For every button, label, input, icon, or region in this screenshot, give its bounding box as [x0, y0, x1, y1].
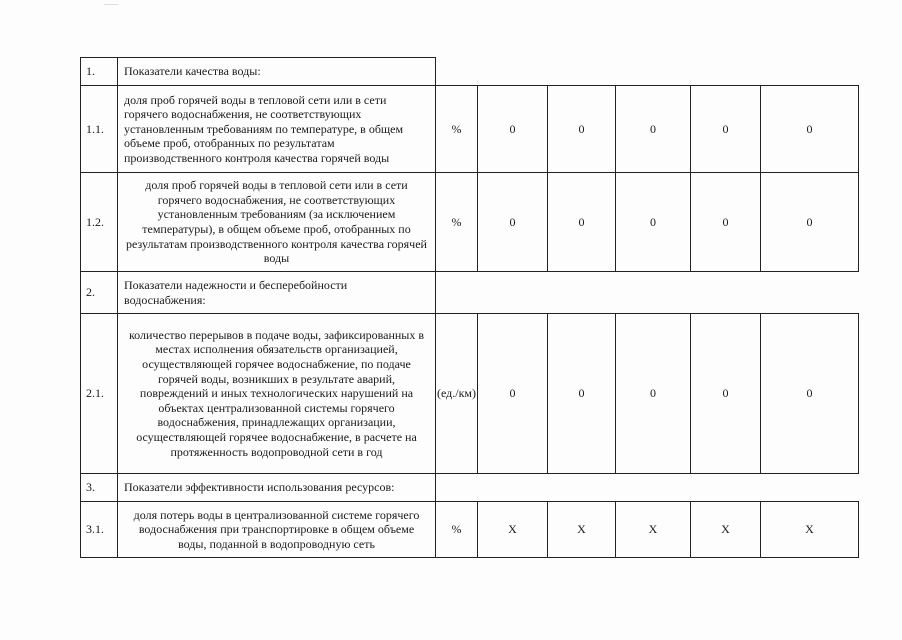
- section-title: Показатели качества воды:: [118, 58, 436, 86]
- value-cell: 0: [616, 86, 691, 173]
- section-title: Показатели надежности и бесперебойности водоснабжения:: [118, 272, 436, 314]
- table-row: [81, 86, 859, 173]
- unit-cell: (ед./км): [436, 314, 478, 474]
- section-title: Показатели эффективности использования ресурсов:: [118, 474, 436, 502]
- indicator-description: доля проб горячей воды в тепловой сети или в сети горячего водоснабжения, не соответствующих установленным требованиям по температуре, в общем объеме проб, отобранных по результатам производственного контроля качества горячей воды: [118, 86, 436, 173]
- row-number: 3.: [81, 474, 118, 502]
- value-cell: X: [616, 502, 691, 558]
- row-number: 3.1.: [81, 502, 118, 558]
- unit-cell: %: [436, 173, 478, 272]
- value-cell: 0: [691, 173, 761, 272]
- value-cell: 0: [548, 173, 616, 272]
- section-row: [81, 272, 859, 314]
- indicator-description: количество перерывов в подаче воды, зафиксированных в местах исполнения обязательств организацией, осуществляющей горячее водоснабжение, по подаче горячей воды, возникших в результате аварий, повреждений и иных технологических нарушений на объектах централизованной системы горячего водоснабжения, принадлежащих организации, осуществляющей горячее водоснабжение, в расчете на протяженность водопроводной сети в год: [118, 314, 436, 474]
- value-cell: X: [478, 502, 548, 558]
- section-row: [81, 58, 859, 86]
- blank-area: [436, 272, 859, 314]
- row-number: 2.1.: [81, 314, 118, 474]
- value-cell: 0: [478, 314, 548, 474]
- value-cell: 0: [478, 173, 548, 272]
- value-cell: X: [548, 502, 616, 558]
- unit-cell: %: [436, 502, 478, 558]
- value-cell: 0: [548, 314, 616, 474]
- indicator-description: доля проб горячей воды в тепловой сети или в сети горячего водоснабжения, не соответствующих установленным требованиям (за исключением температуры), в общем объеме проб, отобранных по результатам производственного контроля качества горячей воды: [118, 173, 436, 272]
- value-cell: 0: [616, 314, 691, 474]
- table-row: [81, 502, 859, 558]
- row-number: 1.1.: [81, 86, 118, 173]
- value-cell: X: [691, 502, 761, 558]
- row-number: 1.: [81, 58, 118, 86]
- unit-cell: %: [436, 86, 478, 173]
- value-cell: 0: [691, 86, 761, 173]
- value-cell: 0: [478, 86, 548, 173]
- value-cell: 0: [548, 86, 616, 173]
- scan-mark: [104, 4, 118, 5]
- blank-area: [436, 58, 859, 86]
- row-number: 1.2.: [81, 173, 118, 272]
- value-cell: 0: [761, 314, 859, 474]
- table-row: [81, 173, 859, 272]
- blank-area: [436, 474, 859, 502]
- value-cell: 0: [691, 314, 761, 474]
- value-cell: 0: [616, 173, 691, 272]
- row-number: 2.: [81, 272, 118, 314]
- indicator-description: доля потерь воды в централизованной системе горячего водоснабжения при транспортировке в общем объеме воды, поданной в водопроводную сеть: [118, 502, 436, 558]
- value-cell: X: [761, 502, 859, 558]
- value-cell: 0: [761, 86, 859, 173]
- indicators-table: [80, 57, 859, 558]
- table-row: [81, 314, 859, 474]
- value-cell: 0: [761, 173, 859, 272]
- section-row: [81, 474, 859, 502]
